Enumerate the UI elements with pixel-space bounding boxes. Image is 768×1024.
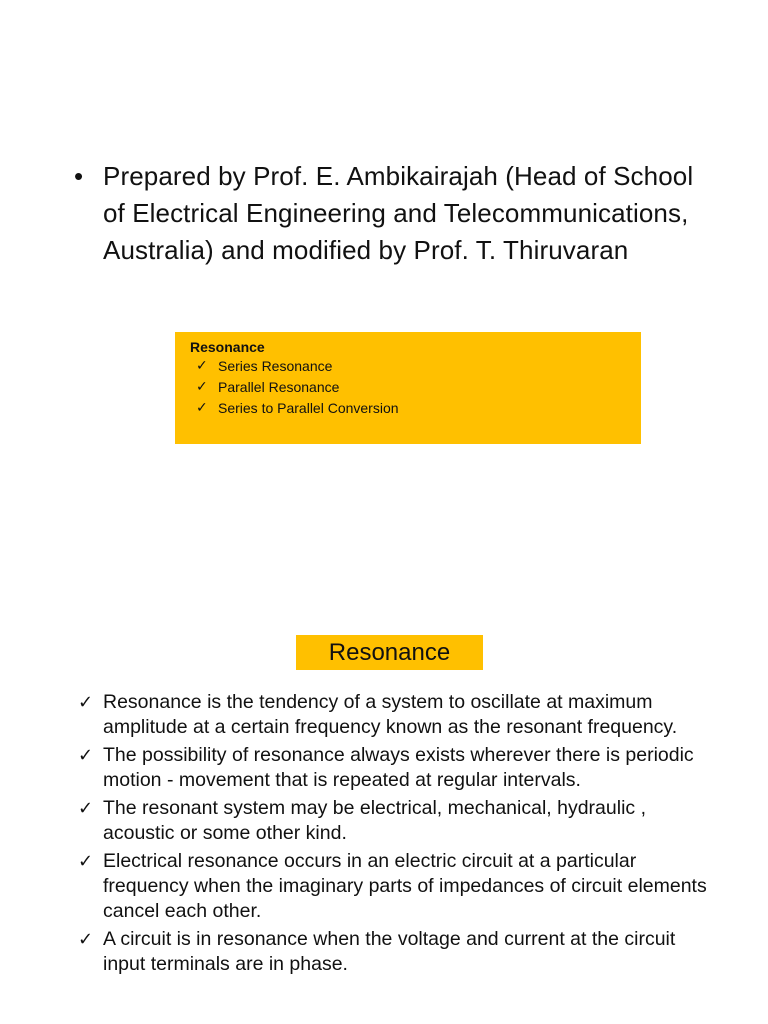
checkmark-icon: ✓ [78, 851, 94, 872]
list-item-text: The resonant system may be electrical, mechanical, hydraulic , acoustic or some other kind. [103, 797, 646, 844]
list-item [78, 849, 718, 924]
contents-item [196, 356, 641, 377]
list-item [78, 690, 718, 740]
checkmark-icon: ✓ [196, 379, 208, 395]
credit-text: Prepared by Prof. E. Ambikairajah (Head of School of Electrical Engineering and Telecommunications, Australia) and modified by Prof. T. Thiruvaran [103, 161, 694, 265]
list-item-text: The possibility of resonance always exists wherever there is periodic motion - movement that is repeated at regular intervals. [103, 744, 694, 791]
contents-item-label: Series to Parallel Conversion [218, 400, 399, 416]
resonance-points-list [78, 690, 718, 980]
contents-item [196, 398, 641, 419]
contents-title: Resonance [190, 339, 265, 355]
list-item-text: Electrical resonance occurs in an electric circuit at a particular frequency when the imaginary parts of impedances of circuit elements cancel each other. [103, 850, 707, 922]
checkmark-icon: ✓ [78, 745, 94, 766]
contents-item [196, 377, 641, 398]
checkmark-icon: ✓ [78, 798, 94, 819]
checkmark-icon: ✓ [196, 400, 208, 416]
checkmark-icon: ✓ [78, 692, 94, 713]
bullet-dot-icon: • [74, 161, 84, 191]
list-item [78, 743, 718, 793]
list-item [78, 796, 718, 846]
section-title: Resonance [296, 635, 483, 670]
contents-box [175, 332, 641, 444]
checkmark-icon: ✓ [196, 358, 208, 374]
credit-bullet [74, 158, 694, 269]
contents-item-label: Parallel Resonance [218, 379, 340, 395]
checkmark-icon: ✓ [78, 929, 94, 950]
list-item-text: Resonance is the tendency of a system to oscillate at maximum amplitude at a certain frequency known as the resonant frequency. [103, 691, 678, 738]
list-item [78, 927, 718, 977]
contents-item-label: Series Resonance [218, 358, 333, 374]
list-item-text: A circuit is in resonance when the voltage and current at the circuit input terminals are in phase. [103, 928, 676, 975]
